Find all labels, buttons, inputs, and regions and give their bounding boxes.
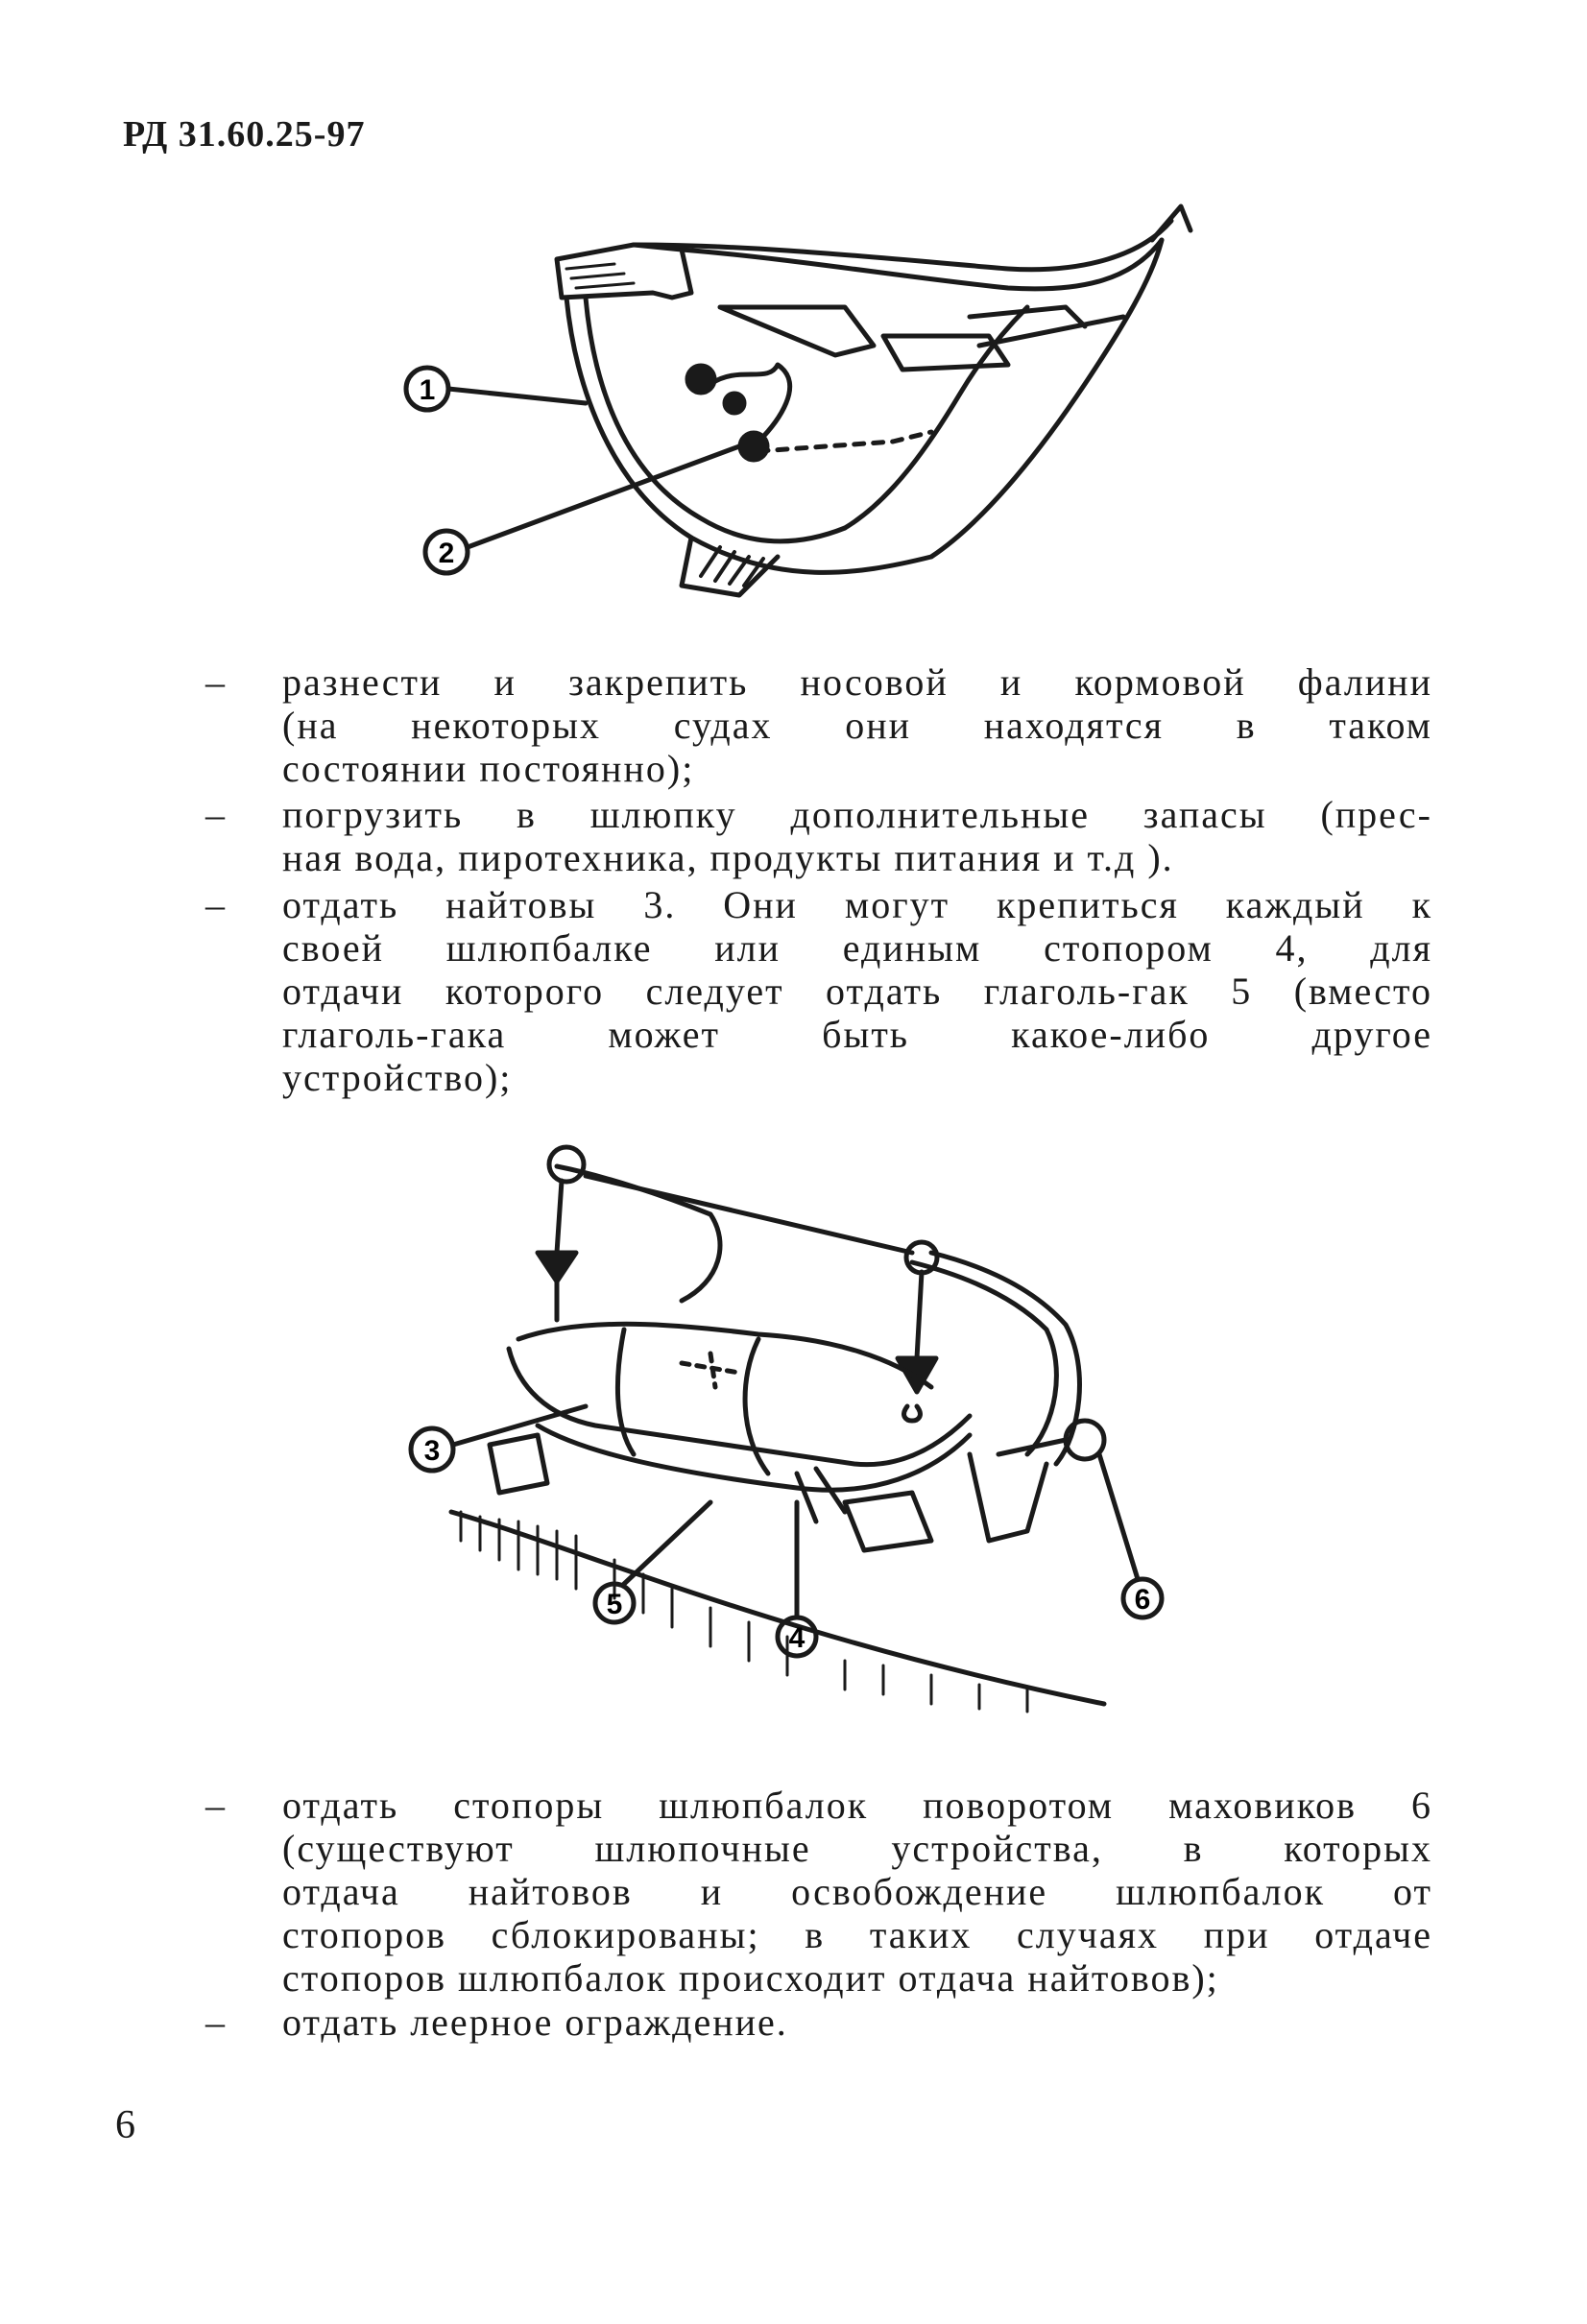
- callout-6: 6: [1134, 1584, 1151, 1616]
- page-number: 6: [115, 2103, 135, 2147]
- document-code-header: РД 31.60.25-97: [123, 114, 366, 155]
- list-dash: –: [205, 1784, 227, 1827]
- list-item-text: отдать леерное ограждение.: [282, 2001, 788, 2044]
- lifeboat-plug-figure: [394, 202, 1210, 605]
- callout-4: 4: [788, 1622, 806, 1654]
- callout-1: 1: [419, 374, 436, 406]
- list-dash: –: [205, 883, 227, 926]
- list-item-text: погрузить в шлюпку дополнительные запасы (прес- ная вода, пиротехника, продукты питания и т.д ).: [282, 793, 1432, 879]
- list-dash: –: [205, 793, 227, 836]
- callout-5: 5: [606, 1589, 623, 1620]
- list-dash: –: [205, 660, 227, 704]
- list-item-text: разнести и закрепить носовой и кормовой фалини (на некоторых судах они находятся в таком состоянии постоянно);: [282, 660, 1432, 790]
- lifeboat-davit-drawing: [394, 1138, 1219, 1713]
- list-item-text: отдать найтовы 3. Они могут крепиться каждый к своей шлюпбалке или единым стопором 4, для отдачи которого следует отдать глаголь-гак 5 (вместо глаголь-гака может быть какое-либо другое устройство);: [282, 883, 1432, 1099]
- lifeboat-davit-figure: [394, 1138, 1219, 1713]
- lifeboat-plug-drawing: [394, 202, 1210, 605]
- list-item-text: отдать стопоры шлюпбалок поворотом маховиков 6 (существуют шлюпочные устройства, в которых отдача найтовов и освобождение шлюпбалок от стопоров сблокированы; в таких случаях при отдаче стопоров шлюпбалок происходит отдача найтовов);: [282, 1784, 1432, 2000]
- list-dash: –: [205, 2001, 227, 2044]
- callout-3: 3: [423, 1435, 441, 1467]
- callout-2: 2: [438, 538, 455, 569]
